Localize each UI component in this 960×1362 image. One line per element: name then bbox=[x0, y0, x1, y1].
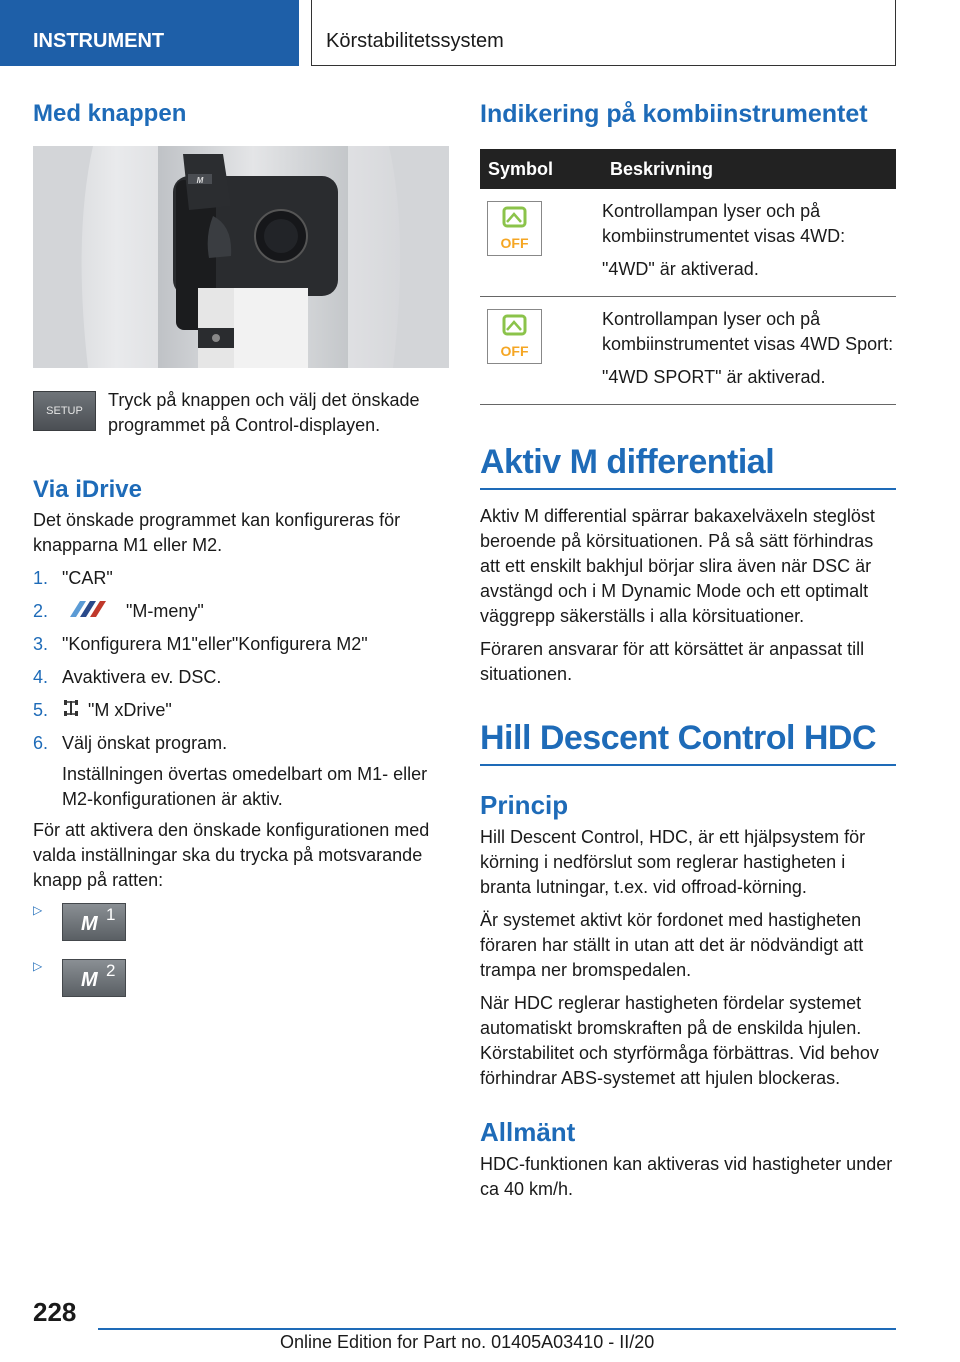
list-item bbox=[33, 566, 449, 591]
bullet-marker: ▷ bbox=[33, 903, 43, 917]
step-text: Avaktivera ev. DSC. bbox=[62, 667, 222, 687]
heading-princip: Princip bbox=[480, 790, 569, 820]
list-item bbox=[33, 731, 449, 756]
indicator-table bbox=[480, 149, 896, 405]
step-text: "M-meny" bbox=[126, 601, 204, 621]
m1-letter: M bbox=[81, 913, 98, 935]
aktiv-paragraph-2: Föraren ansvarar för att körsättet är anpassat till situationen. bbox=[480, 639, 865, 684]
princip-paragraph-2: Är systemet aktivt kör fordonet med hastigheten föraren har ställt in utan att det är nödvändigt att trampa ner bromspedalen. bbox=[480, 910, 864, 980]
step-list bbox=[33, 566, 449, 756]
step-text: Välj önskat program. bbox=[62, 733, 228, 753]
center-console-photo bbox=[33, 146, 449, 368]
bullet-marker: ▷ bbox=[33, 959, 43, 973]
m2-row bbox=[33, 959, 449, 997]
m2-number: 2 bbox=[106, 961, 116, 980]
table-row bbox=[480, 297, 896, 405]
allmant-paragraph: HDC-funktionen kan aktiveras vid hastigheter under ca 40 km/h. bbox=[480, 1154, 893, 1199]
princip-paragraph-1: Hill Descent Control, HDC, är ett hjälpsystem för körning i nedförslut som reglerar hastigheten i branta lutningar, t.ex. vid offroad-körning. bbox=[480, 827, 866, 897]
description-cell bbox=[602, 189, 896, 297]
symbol-cell bbox=[480, 297, 602, 405]
outro-text: För att aktivera den önskade konfigurationen med valda inställningar ska du trycka på motsvarande knapp på ratten: bbox=[33, 820, 430, 890]
svg-text:OFF: OFF bbox=[500, 235, 529, 251]
setup-button-icon: SETUP bbox=[33, 391, 96, 431]
table-header-description: Beskrivning bbox=[602, 149, 896, 189]
svg-text:M: M bbox=[196, 176, 204, 185]
4wd-off-icon bbox=[487, 309, 542, 364]
left-column bbox=[33, 100, 449, 997]
chapter-tab: INSTRUMENT bbox=[0, 0, 299, 66]
setup-instruction bbox=[33, 388, 449, 438]
step-number: 3. bbox=[33, 634, 49, 654]
footer-divider bbox=[98, 1328, 896, 1330]
heading-allmant: Allmänt bbox=[480, 1117, 576, 1147]
step6-note: Inställningen övertas omedelbart om M1- eller M2-konfigurationen är aktiv. bbox=[62, 764, 428, 809]
list-item bbox=[33, 599, 449, 624]
idrive-intro: Det önskade programmet kan konfigureras för knapparna M1 eller M2. bbox=[33, 510, 401, 555]
step-number: 6. bbox=[33, 733, 49, 753]
setup-text: Tryck på knappen och välj det önskade programmet på Control-displayen. bbox=[108, 390, 420, 435]
m2-button-icon bbox=[62, 959, 126, 997]
list-item bbox=[33, 665, 449, 690]
xdrive-icon bbox=[62, 698, 80, 718]
description-status: "4WD" är aktiverad. bbox=[602, 259, 759, 279]
heading-hdc: Hill Descent Control HDC bbox=[480, 719, 896, 766]
right-column bbox=[480, 100, 896, 1202]
description-status: "4WD SPORT" är aktiverad. bbox=[602, 367, 826, 387]
4wd-off-icon bbox=[487, 201, 542, 256]
m-menu-icon bbox=[62, 599, 114, 619]
m2-letter: M bbox=[81, 969, 98, 991]
step-text: "M xDrive" bbox=[88, 700, 172, 720]
m1-number: 1 bbox=[106, 905, 116, 924]
step-number: 5. bbox=[33, 700, 49, 720]
symbol-cell bbox=[480, 189, 602, 297]
step-number: 2. bbox=[33, 601, 49, 621]
section-title: Körstabilitetssystem bbox=[311, 0, 896, 66]
step-number: 1. bbox=[33, 568, 49, 588]
heading-aktiv-m-differential: Aktiv M differential bbox=[480, 443, 896, 490]
table-row bbox=[480, 189, 896, 297]
princip-paragraph-3: När HDC reglerar hastigheten fördelar systemet automatiskt bromskraften på de enskilda hjulen. Körstabilitet och styrförmåga förbättras. Vid behov förhindrar ABS-systemet att hjulen blockeras. bbox=[480, 993, 879, 1088]
m1-row bbox=[33, 903, 449, 941]
description-cell bbox=[602, 297, 896, 405]
list-item bbox=[33, 698, 449, 723]
m1-button-icon bbox=[62, 903, 126, 941]
heading-indikering: Indikering på kombiinstrumentet bbox=[480, 100, 868, 128]
description-line: Kontrollampan lyser och på kombiinstrumentet visas 4WD Sport: bbox=[602, 309, 894, 354]
center-console-illustration bbox=[33, 146, 449, 368]
footer-edition: Online Edition for Part no. 01405A03410 - II/20 bbox=[280, 1332, 655, 1352]
step-text: "CAR" bbox=[62, 568, 113, 588]
heading-via-idrive: Via iDrive bbox=[33, 476, 142, 503]
list-item bbox=[33, 632, 449, 657]
aktiv-paragraph-1: Aktiv M differential spärrar bakaxelväxeln steglöst beroende på körsituationen. På så sätt förhindras att ett enskilt bakhjul börjar slira även när DSC är avstängd och i M Dynamic Mode och ett optimalt väggrepp säkerställs i alla körsituationer. bbox=[480, 506, 875, 626]
step-number: 4. bbox=[33, 667, 49, 687]
page-number: 228 bbox=[33, 1297, 77, 1327]
heading-med-knappen: Med knappen bbox=[33, 100, 187, 127]
table-header-symbol: Symbol bbox=[480, 149, 602, 189]
description-line: Kontrollampan lyser och på kombiinstrumentet visas 4WD: bbox=[602, 201, 846, 246]
svg-text:OFF: OFF bbox=[500, 343, 529, 359]
step-text: "Konfigurera M1"eller"Konfigurera M2" bbox=[62, 634, 368, 654]
